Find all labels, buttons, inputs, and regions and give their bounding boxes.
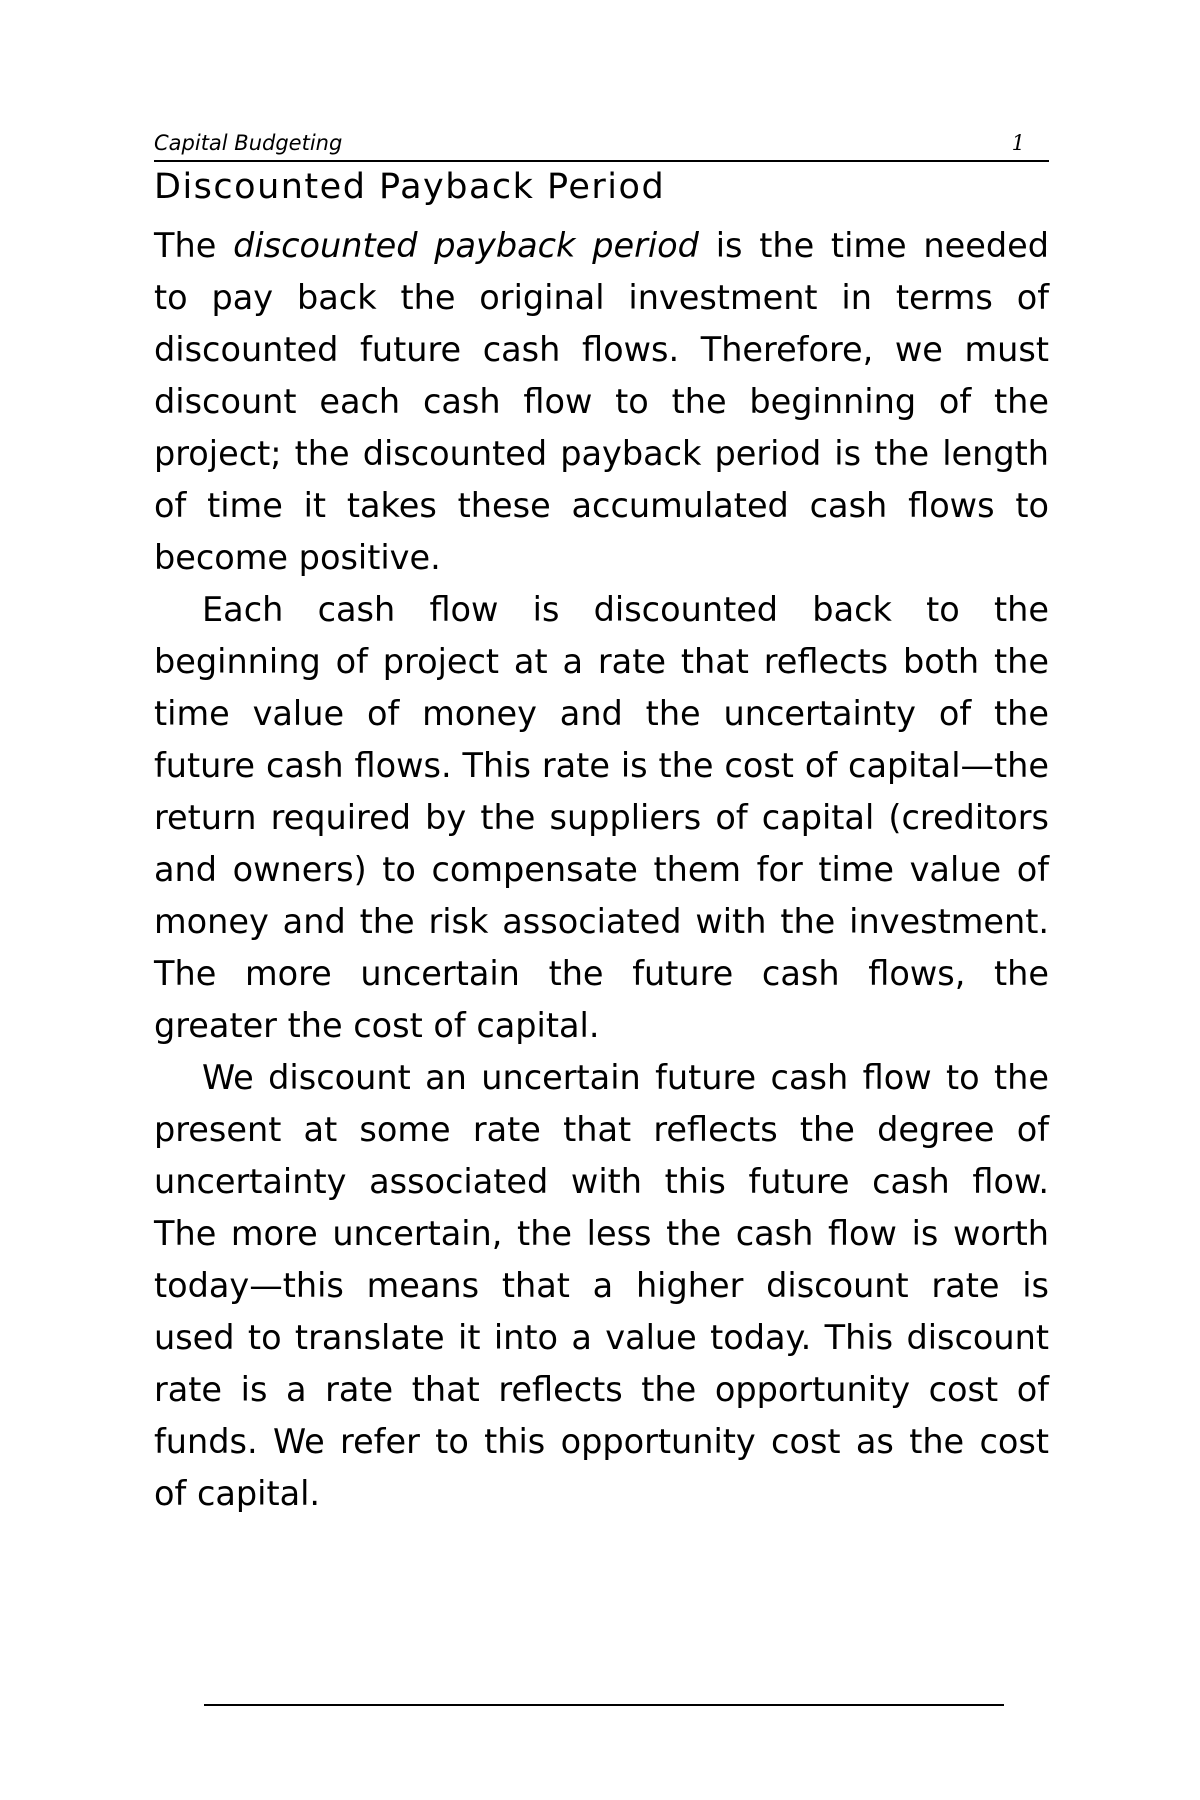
- term-emphasis: discounted payback period: [233, 226, 699, 265]
- paragraph-2: Each cash flow is discounted back to the beginning of project at a rate that reflects both the time value of money and the uncertainty of the future cash flows. This rate is the cost of capital—the return required by the suppliers of capital (creditors and owners) to compensate them for time value of money and the risk associated with the investment. The more uncertain the future cash flows, the greater the cost of capital.: [154, 590, 1049, 1045]
- running-header: [154, 128, 1049, 162]
- running-title: Capital Budgeting: [154, 131, 343, 155]
- footer-rule: [204, 1704, 1004, 1706]
- paragraph-1-rest: is the time needed to pay back the original investment in terms of discounted future cash flows. Therefore, we must discount each cash flow to the beginning of the project; the discounted payback period is the length of time it takes these accumulated cash flows to become positive.: [154, 226, 1049, 577]
- page-number: 1: [1011, 131, 1025, 155]
- body-text: [154, 220, 1049, 1520]
- paragraph-1-lead: The: [154, 226, 234, 265]
- document-page: [154, 128, 1049, 1708]
- paragraph-1: [154, 220, 1049, 584]
- paragraph-3: We discount an uncertain future cash flow to the present at some rate that reflects the degree of uncertainty associated with this future cash flow. The more uncertain, the less the cash flow is worth today—this means that a higher discount rate is used to translate it into a value today. This discount rate is a rate that reflects the opportunity cost of funds. We refer to this opportunity cost as the cost of capital.: [154, 1058, 1049, 1513]
- section-title: Discounted Payback Period: [154, 167, 666, 207]
